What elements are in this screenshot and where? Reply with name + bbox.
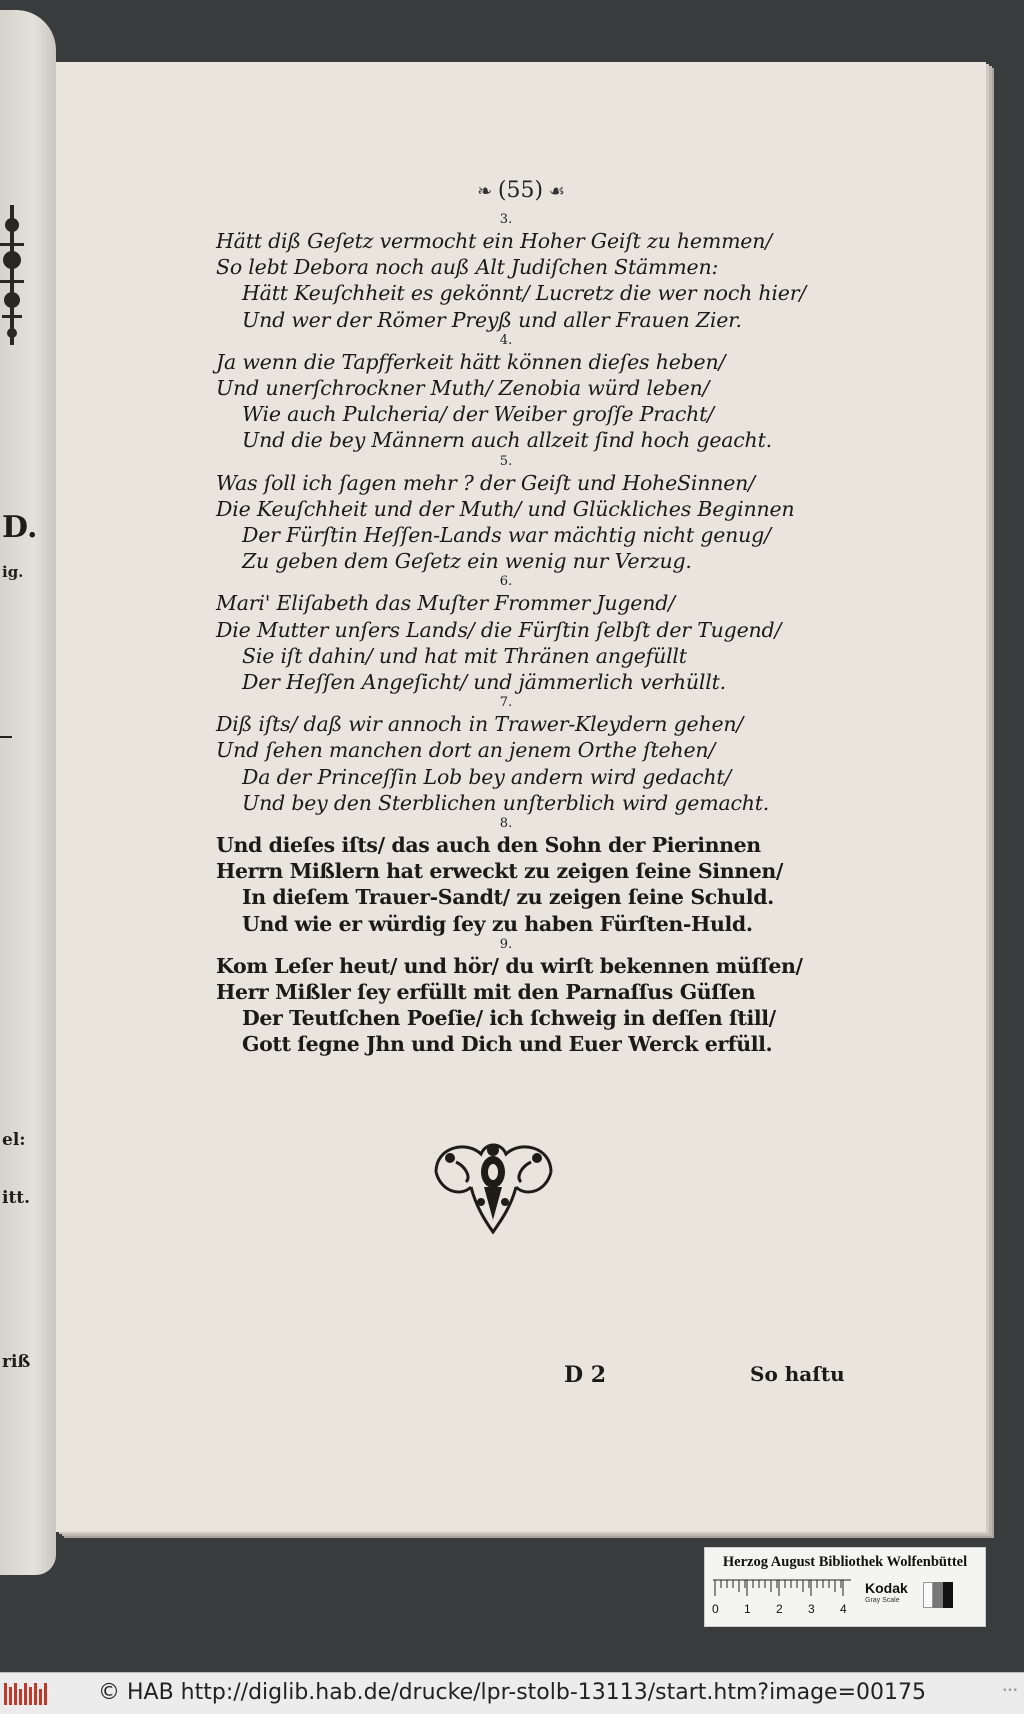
ruler-number: 4 (840, 1602, 847, 1616)
stanza (216, 212, 836, 333)
fleuron-right-icon: ☙ (543, 181, 565, 202)
stanza (216, 574, 836, 695)
color-scale-card (704, 1547, 986, 1627)
verse-line: Kom Leſer heut/ und hör/ du wirſt bekennen müſſen/ (216, 953, 803, 978)
verse-line: Und ſehen manchen dort an jenem Orthe ſtehen/ (216, 738, 716, 763)
left-fragment: el: (2, 1130, 26, 1150)
footer-dots: ••• (1002, 1686, 1018, 1696)
ruler-number: 0 (712, 1602, 719, 1616)
copyright-url: © HAB http://diglib.hab.de/drucke/lpr-stolb-13113/start.htm?image=00175 (98, 1680, 927, 1705)
gray-scale-label: Gray Scale (865, 1597, 900, 1604)
stanza-number: 8. (499, 816, 513, 832)
verse-line: Sie iſt dahin/ und hat mit Thränen angefüllt (242, 643, 687, 668)
footer-bar (0, 1672, 1024, 1714)
verse-line: Die Mutter unſers Lands/ die Fürſtin ſelbſt der Tugend/ (216, 617, 782, 642)
book-page (56, 62, 986, 1532)
verse-line: Hätt Keuſchheit es gekönnt/ Lucretz die wer noch hier/ (242, 281, 807, 306)
signature-mark: D 2 (564, 1362, 607, 1388)
verse-line: Hätt diß Geſetz vermocht ein Hoher Geiſt zu hemmen/ (216, 229, 772, 253)
left-fragment: ig. (2, 563, 24, 581)
left-fragment: riß (2, 1352, 31, 1372)
verse-line: Und wer der Römer Preyß und aller Frauen Zier. (242, 307, 742, 332)
verse-line: Die Keuſchheit und der Muth/ und Glückliches Beginnen (216, 496, 795, 521)
ruler-number: 3 (808, 1602, 815, 1616)
ruler (713, 1578, 851, 1624)
left-ornament (0, 205, 28, 345)
ruler-number: 2 (776, 1602, 783, 1616)
stanza-number: 4. (499, 332, 513, 348)
fleuron-left-icon: ❧ (477, 181, 498, 202)
stanza (216, 695, 836, 816)
stanza (216, 333, 836, 454)
verse-line: Wie auch Pulcheria/ der Weiber groſſe Pracht/ (242, 402, 714, 427)
catchword: So haſtu (750, 1362, 845, 1386)
vignette-ornament-icon (426, 1132, 561, 1237)
stanza-number: 5. (499, 453, 513, 469)
page-number-text: (55) (497, 178, 544, 203)
left-fragment: itt. (2, 1188, 31, 1208)
verse-line: Ja wenn die Tapfferkeit hätt können dieſes heben/ (216, 349, 726, 374)
verse-line: Zu geben dem Geſetz ein wenig nur Verzug. (242, 549, 692, 574)
stanza-number: 6. (499, 574, 513, 590)
verse-line: Der Teutſchen Poeſie/ ich ſchweig in deſſen ſtill/ (242, 1006, 776, 1031)
stanza-number: 7. (499, 695, 513, 711)
verse-line: Und bey den Sterblichen unſterblich wird gemacht. (242, 790, 770, 815)
gray-swatch (923, 1582, 953, 1608)
stanza-number: 3. (499, 212, 513, 227)
stanza (216, 937, 836, 1058)
verse-line: Der Heſſen Angeſicht/ und jämmerlich verhüllt. (242, 670, 727, 695)
verse-line: Mari' Eliſabeth das Muſter Frommer Jugend/ (216, 591, 675, 616)
verse-line: Und wie er würdig ſey zu haben Fürſten-Huld. (242, 911, 753, 936)
poem (216, 212, 836, 1058)
verse-line: Gott ſegne Jhn und Dich und Euer Werck erfüll. (242, 1032, 773, 1057)
verse-line: Was ſoll ich ſagen mehr ? der Geiſt und HoheSinnen/ (216, 470, 755, 495)
page-number (56, 178, 986, 203)
verse-line: Herr Mißler ſey erfüllt mit den Parnaſſus Güſſen (216, 980, 756, 1005)
stanza (216, 816, 836, 937)
library-name: Herzog August Bibliothek Wolfenbüttel (722, 1554, 968, 1570)
verse-line: Der Fürſtin Heſſen-Lands war mächtig nicht genug/ (242, 523, 771, 548)
verse-line: So lebt Debora noch auß Alt Judiſchen Stämmen: (216, 255, 719, 280)
verse-line: In dieſem Trauer-Sandt/ zu zeigen ſeine Schuld. (242, 885, 774, 910)
verse-line: Und die bey Männern auch allzeit ſind hoch geacht. (242, 428, 772, 453)
hab-logo-icon (4, 1681, 48, 1707)
left-fragment: D. (2, 510, 38, 545)
kodak-logo: Kodak (865, 1580, 908, 1596)
left-rule (0, 736, 12, 738)
verse-line: Und dieſes iſts/ das auch den Sohn der Pierinnen (216, 833, 761, 858)
verse-line: Herrn Mißlern hat erweckt zu zeigen ſeine Sinnen/ (216, 859, 783, 884)
previous-page-edge (0, 10, 56, 1575)
stanza (216, 454, 836, 575)
verse-line: Und unerſchrockner Muth/ Zenobia würd leben/ (216, 376, 710, 401)
verse-line: Da der Princeſſin Lob bey andern wird gedacht/ (242, 764, 732, 789)
verse-line: Diß iſts/ daß wir annoch in Trawer-Kleydern gehen/ (216, 712, 744, 737)
stanza-number: 9. (499, 936, 513, 952)
ruler-number: 1 (744, 1602, 751, 1616)
